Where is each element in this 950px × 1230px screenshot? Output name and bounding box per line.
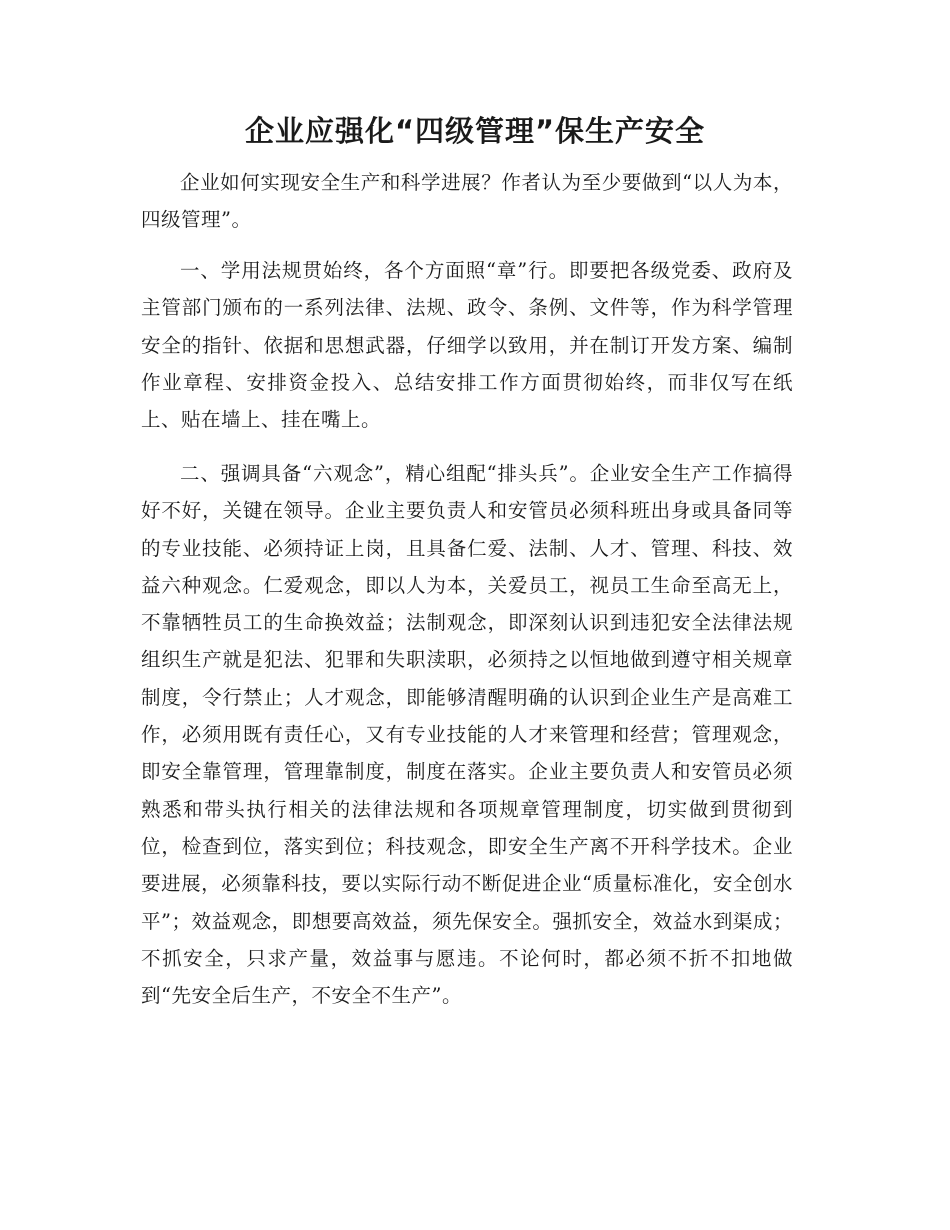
- paragraph-intro: 企业如何实现安全生产和科学进展？作者认为至少要做到“以人为本，四级管理”。: [141, 171, 793, 232]
- paragraph-section-one: 一、学用法规贯始终，各个方面照“章”行。即要把各级党委、政府及主管部门颁布的一系列法律、法规、政令、条例、文件等，作为科学管理安全的指针、依据和思想武器，仔细学以致用，并在制订开发方案、编制作业章程、安排资金投入、总结安排工作方面贯彻始终，而非仅写在纸上、贴在墙上、挂在嘴上。: [141, 259, 793, 432]
- document-title: 企业应强化“四级管理”保生产安全: [244, 114, 706, 148]
- paragraph-section-two: 二、强调具备“六观念”，精心组配“排头兵”。企业安全生产工作搞得好不好，关键在领导。企业主要负责人和安管员必须科班出身或具备同等的专业技能、必须持证上岗，且具备仁爱、法制、人才、管理、科技、效益六种观念。仁爱观念，即以人为本，关爱员工，视员工生命至高无上，不靠牺牲员工的生命换效益；法制观念，即深刻认识到违犯安全法律法规组织生产就是犯法、犯罪和失职渎职，必须持之以恒地做到遵守相关规章制度，令行禁止；人才观念，即能够清醒明确的认识到企业生产是高难工作，必须用既有责任心，又有专业技能的人才来管理和经营；管理观念，即安全靠管理，管理靠制度，制度在落实。企业主要负责人和安管员必须熟悉和带头执行相关的法律法规和各项规章管理制度，切实做到贯彻到位，检查到位，落实到位；科技观念，即安全生产离不开科学技术。企业要进展，必须靠科技，要以实际行动不断促进企业“质量标准化，安全创水平”；效益观念，即想要高效益，须先保安全。强抓安全，效益水到渠成；不抓安全，只求产量，效益事与愿违。不论何时，都必须不折不扣地做到“先安全后生产，不安全不生产”。: [141, 462, 793, 1008]
